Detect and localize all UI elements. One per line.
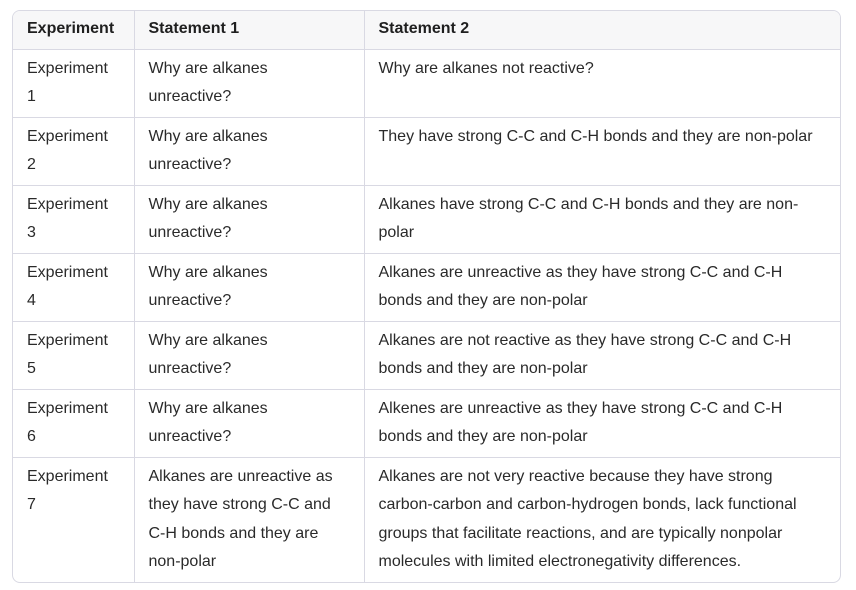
cell-statement-2: Alkenes are unreactive as they have strong C-C and C-H bonds and they are non-polar (364, 389, 840, 457)
cell-statement-2: Alkanes are unreactive as they have strong C-C and C-H bonds and they are non-polar (364, 253, 840, 321)
table-row (13, 321, 840, 389)
table-row (13, 389, 840, 457)
cell-statement-2: Alkanes have strong C-C and C-H bonds and they are non-polar (364, 185, 840, 253)
cell-statement-1: Why are alkanes unreactive? (134, 49, 364, 117)
cell-statement-2: Why are alkanes not reactive? (364, 49, 840, 117)
cell-statement-1: Why are alkanes unreactive? (134, 185, 364, 253)
cell-experiment: Experiment 7 (13, 457, 134, 582)
cell-experiment: Experiment 2 (13, 117, 134, 185)
cell-experiment: Experiment 1 (13, 49, 134, 117)
table-body (13, 49, 840, 582)
table-row (13, 253, 840, 321)
header-row (13, 11, 840, 49)
cell-experiment: Experiment 3 (13, 185, 134, 253)
table-row (13, 49, 840, 117)
table-header (13, 11, 840, 49)
cell-statement-2: Alkanes are not reactive as they have strong C-C and C-H bonds and they are non-polar (364, 321, 840, 389)
table-row (13, 117, 840, 185)
cell-statement-2: They have strong C-C and C-H bonds and they are non-polar (364, 117, 840, 185)
header-experiment: Experiment (13, 11, 134, 49)
table-row (13, 185, 840, 253)
cell-experiment: Experiment 5 (13, 321, 134, 389)
header-statement-2: Statement 2 (364, 11, 840, 49)
cell-experiment: Experiment 4 (13, 253, 134, 321)
experiments-table-container (12, 10, 841, 583)
cell-statement-2: Alkanes are not very reactive because they have strong carbon-carbon and carbon-hydrogen bonds, lack functional groups that facilitate reactions, and are typically nonpolar molecules with limited electronegativity differences. (378, 467, 797, 570)
header-statement-1: Statement 1 (134, 11, 364, 49)
cell-statement-1: Why are alkanes unreactive? (134, 117, 364, 185)
cell-experiment: Experiment 6 (13, 389, 134, 457)
cell-statement-1: Why are alkanes unreactive? (134, 389, 364, 457)
table-row (13, 457, 840, 582)
cell-statement-1: Why are alkanes unreactive? (134, 253, 364, 321)
experiments-table (13, 11, 840, 582)
cell-statement-1: Why are alkanes unreactive? (134, 321, 364, 389)
cell-statement-1: Alkanes are unreactive as they have strong C-C and C-H bonds and they are non-polar (134, 457, 364, 582)
